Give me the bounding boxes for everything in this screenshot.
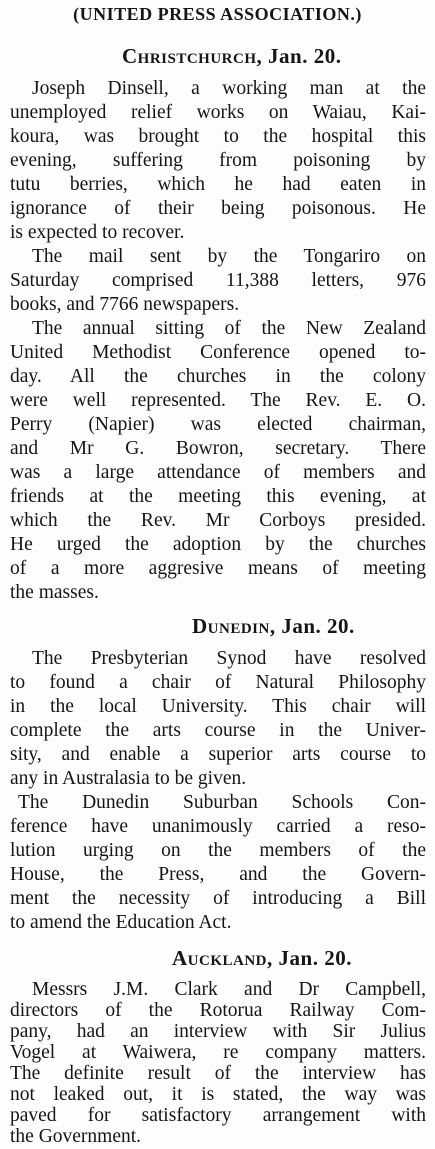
text-line: friends at the meeting this evening, at	[10, 486, 426, 507]
text-line: ignorance of their being poisonous. He	[10, 198, 426, 219]
dateline-auckland	[172, 946, 352, 971]
text-line: and Mr G. Bowron, secretary. There	[10, 438, 426, 459]
dateline-date: Jan. 20.	[268, 44, 342, 68]
text-line: Perry (Napier) was elected chairman,	[10, 414, 426, 435]
dateline-place: Dunedin,	[192, 614, 276, 638]
text-line: not leaked out, it is stated, the way was	[10, 1084, 426, 1105]
dateline-place: Auckland,	[172, 946, 273, 970]
text-line: He urged the adoption by the churches	[10, 534, 426, 555]
agency-header: (UNITED PRESS ASSOCIATION.)	[73, 4, 362, 24]
text-line: The mail sent by the Tongariro on	[32, 246, 426, 267]
dateline-christchurch	[122, 44, 341, 69]
text-line: Joseph Dinsell, a working man at the	[32, 78, 426, 99]
text-line: ference have unanimously carried a reso-	[10, 816, 426, 837]
text-line: unemployed relief works on Waiau, Kai-	[10, 102, 426, 123]
text-line: evening, suffering from poisoning by	[10, 150, 426, 171]
text-line: complete the arts course in the Univer-	[10, 720, 426, 741]
text-line: the Government.	[10, 1126, 142, 1147]
text-line: was a large attendance of members and	[10, 462, 426, 483]
text-line: lution urging on the members of the	[10, 840, 426, 861]
text-line: The Presbyterian Synod have resolved	[32, 648, 426, 669]
dateline-date: Jan. 20.	[278, 946, 352, 970]
dateline-place: Christchurch,	[122, 44, 263, 68]
text-line: of a more aggresive means of meeting	[10, 558, 426, 579]
text-line: were well represented. The Rev. E. O.	[10, 390, 426, 411]
text-line: Messrs J.M. Clark and Dr Campbell,	[32, 979, 426, 1000]
text-line: The Dunedin Suburban Schools Con-	[18, 792, 426, 813]
text-line: tutu berries, which he had eaten in	[10, 174, 426, 195]
text-line: Vogel at Waiwera, re company matters.	[10, 1042, 426, 1063]
text-line: to found a chair of Natural Philosophy	[10, 672, 426, 693]
text-line: which the Rev. Mr Corboys presided.	[10, 510, 426, 531]
text-line: sity, and enable a superior arts course to	[10, 744, 426, 765]
text-line: The definite result of the interview has	[10, 1063, 426, 1084]
text-line: the masses.	[10, 582, 99, 603]
text-line: directors of the Rotorua Railway Com-	[10, 1000, 426, 1021]
dateline-dunedin	[192, 614, 355, 639]
text-line: Saturday comprised 11,388 letters, 976	[10, 270, 426, 291]
text-line: House, the Press, and the Govern-	[10, 864, 426, 885]
text-line: The annual sitting of the New Zealand	[32, 318, 426, 339]
text-line: day. All the churches in the colony	[10, 366, 426, 387]
text-line: any in Australasia to be given.	[10, 768, 247, 789]
text-line: United Methodist Conference opened to-	[10, 342, 426, 363]
text-line: is expected to recover.	[10, 222, 185, 243]
text-line: in the local University. This chair will	[10, 696, 426, 717]
text-line: paved for satisfactory arrangement with	[10, 1105, 426, 1126]
text-line: koura, was brought to the hospital this	[10, 126, 426, 147]
dateline-date: Jan. 20.	[281, 614, 355, 638]
text-line: books, and 7766 newspapers.	[10, 294, 240, 315]
text-line: ment the necessity of introducing a Bill	[10, 888, 426, 909]
text-line: to amend the Education Act.	[10, 912, 232, 933]
text-line: pany, had an interview with Sir Julius	[10, 1021, 426, 1042]
